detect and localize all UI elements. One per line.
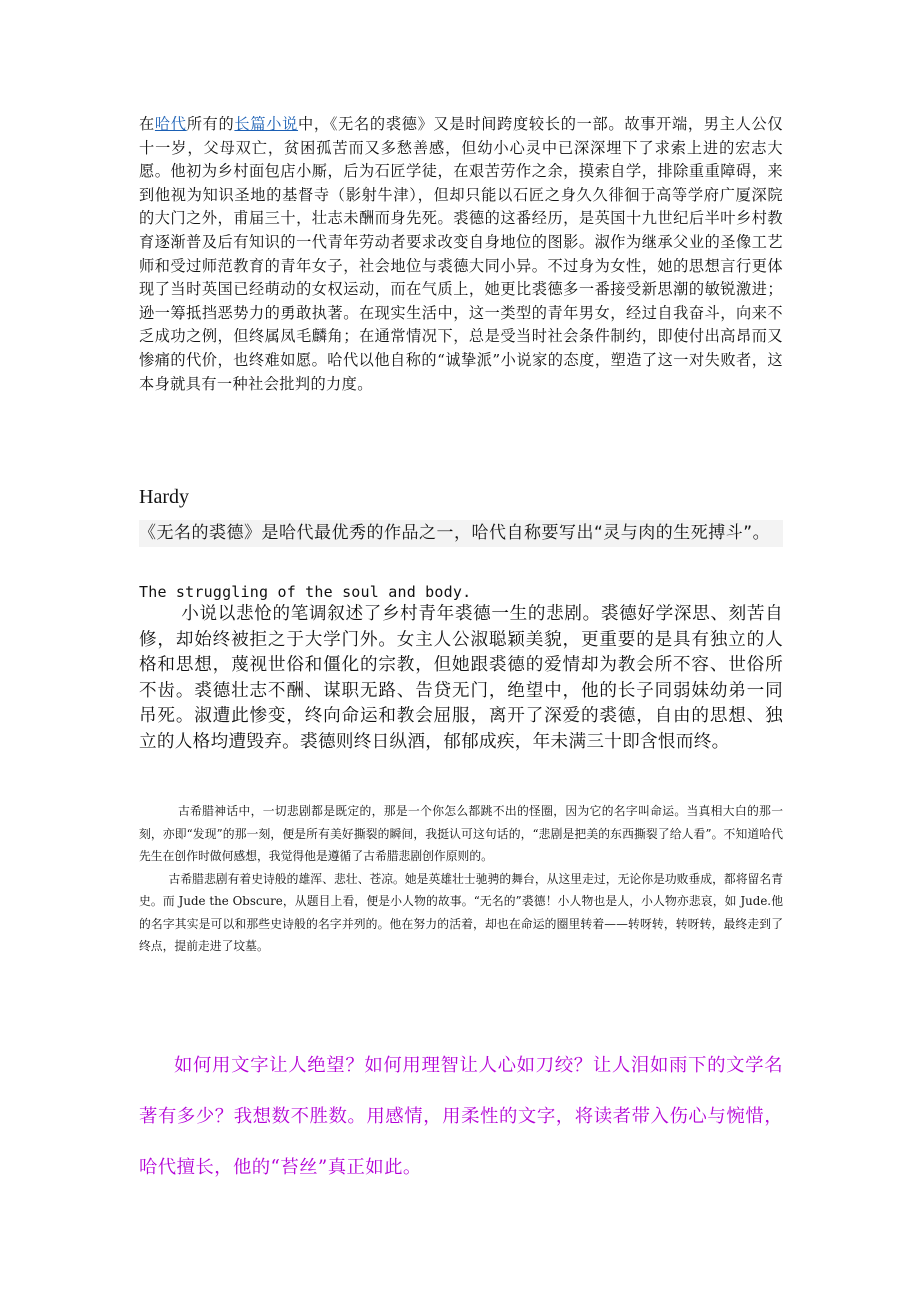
intro-body: 中，《无名的裘德》又是时间跨度较长的一部。故事开端，男主人公仅十一岁，父母双亡，贫困孤苦而又多愁善感，但幼小心灵中已深深埋下了求索上进的宏志大愿。他初为乡村面包店小厮，后为石匠学徒，在艰苦劳作之余，摸索自学，排除重重障碍，来到他视为知识圣地的基督寺（影射牛津），但却只能以石匠之身久久徘徊于高等学府广厦深院的大门之外，甫届三十，壮志未酬而身先死。裘德的这番经历，是英国十九世纪后半叶乡村教育逐渐普及后有知识的一代青年劳动者要求改变自身地位的图影。淑作为继承父业的圣像工艺师和受过师范教育的青年女子，社会地位与裘德大同小异。不过身为女性，她的思想言行更体现了当时英国已经萌动的女权运动，而在气质上，她更比裘德多一番接受新思潮的敏锐激进；逊一筹抵挡恶势力的勇敢执著。在现实生活中，这一类型的青年男女，经过自我奋斗，向来不乏成功之例，但终属凤毛麟角；在通常情况下，总是受当时社会条件制约，即使付出高昂而又惨痛的代价，也终难如愿。哈代以他自称的“诚挚派”小说家的态度，塑造了这一对失败者，这本身就具有一种社会批判的力度。 xyxy=(139,115,783,393)
intro-paragraph xyxy=(139,113,783,396)
link-novel[interactable]: 长篇小说 xyxy=(234,115,299,133)
closing-paragraph: 如何用文字让人绝望？如何用理智让人心如刀绞？让人泪如雨下的文学名著有多少？我想数不胜数。用感情，用柔性的文字，将读者带入伤心与惋惜，哈代擅长，他的“苔丝”真正如此。 xyxy=(139,1055,783,1178)
intro-prefix: 在 xyxy=(139,115,155,133)
commentary-paragraph-2: 古希腊悲剧有着史诗般的雄浑、悲壮、苍凉。她是英雄壮士驰骋的舞台，从这里走过，无论你是功败垂成，都将留名青史。而 Jude the Obscure，从题目上看，便是小人物的故事。“无名的”裘德！小人物也是人，小人物亦悲哀，如 Jude.他的名字其实是可以和那些史诗般的名字并列的。他在努力的活着，却也在命运的圈里转着——转呀转，转呀转，最终走到了终点，提前走进了坟墓。 xyxy=(139,871,783,953)
link-hardy[interactable]: 哈代 xyxy=(154,115,187,133)
summary-paragraph: 小说以悲怆的笔调叙述了乡村青年裘德一生的悲剧。裘德好学深思、刻苦自修，却始终被拒之于大学门外。女主人公淑聪颖美貌，更重要的是具有独立的人格和思想，蔑视世俗和僵化的宗教，但她跟裘德的爱情却为教会所不容、世俗所不齿。裘德壮志不酬、谋职无路、告贷无门，绝望中，他的长子同弱妹幼弟一同吊死。淑遭此惨变，终向命运和教会屈服，离开了深爱的裘德，自由的思想、独立的人格均遭毁弃。裘德则终日纵酒，郁郁成疾，年未满三十即含恨而终。 xyxy=(139,604,783,752)
highlighted-quote: 《无名的裘德》是哈代最优秀的作品之一，哈代自称要写出“灵与肉的生死搏斗”。 xyxy=(139,520,783,547)
english-quote: The struggling of the soul and body. xyxy=(139,583,472,601)
intro-mid: 所有的 xyxy=(186,115,235,133)
section-heading: Hardy xyxy=(139,486,189,508)
commentary-block xyxy=(139,800,783,958)
commentary-paragraph-1: 古希腊神话中，一切悲剧都是既定的，那是一个你怎么都跳不出的怪圈，因为它的名字叫命运。当真相大白的那一刻，亦即“发现”的那一刻，便是所有美好撕裂的瞬间，我挺认可这句话的，“悲剧是把美的东西撕裂了给人看”。不知道哈代先生在创作时做何感想，我觉得他是遵循了古希腊悲剧创作原则的。 xyxy=(139,804,783,863)
